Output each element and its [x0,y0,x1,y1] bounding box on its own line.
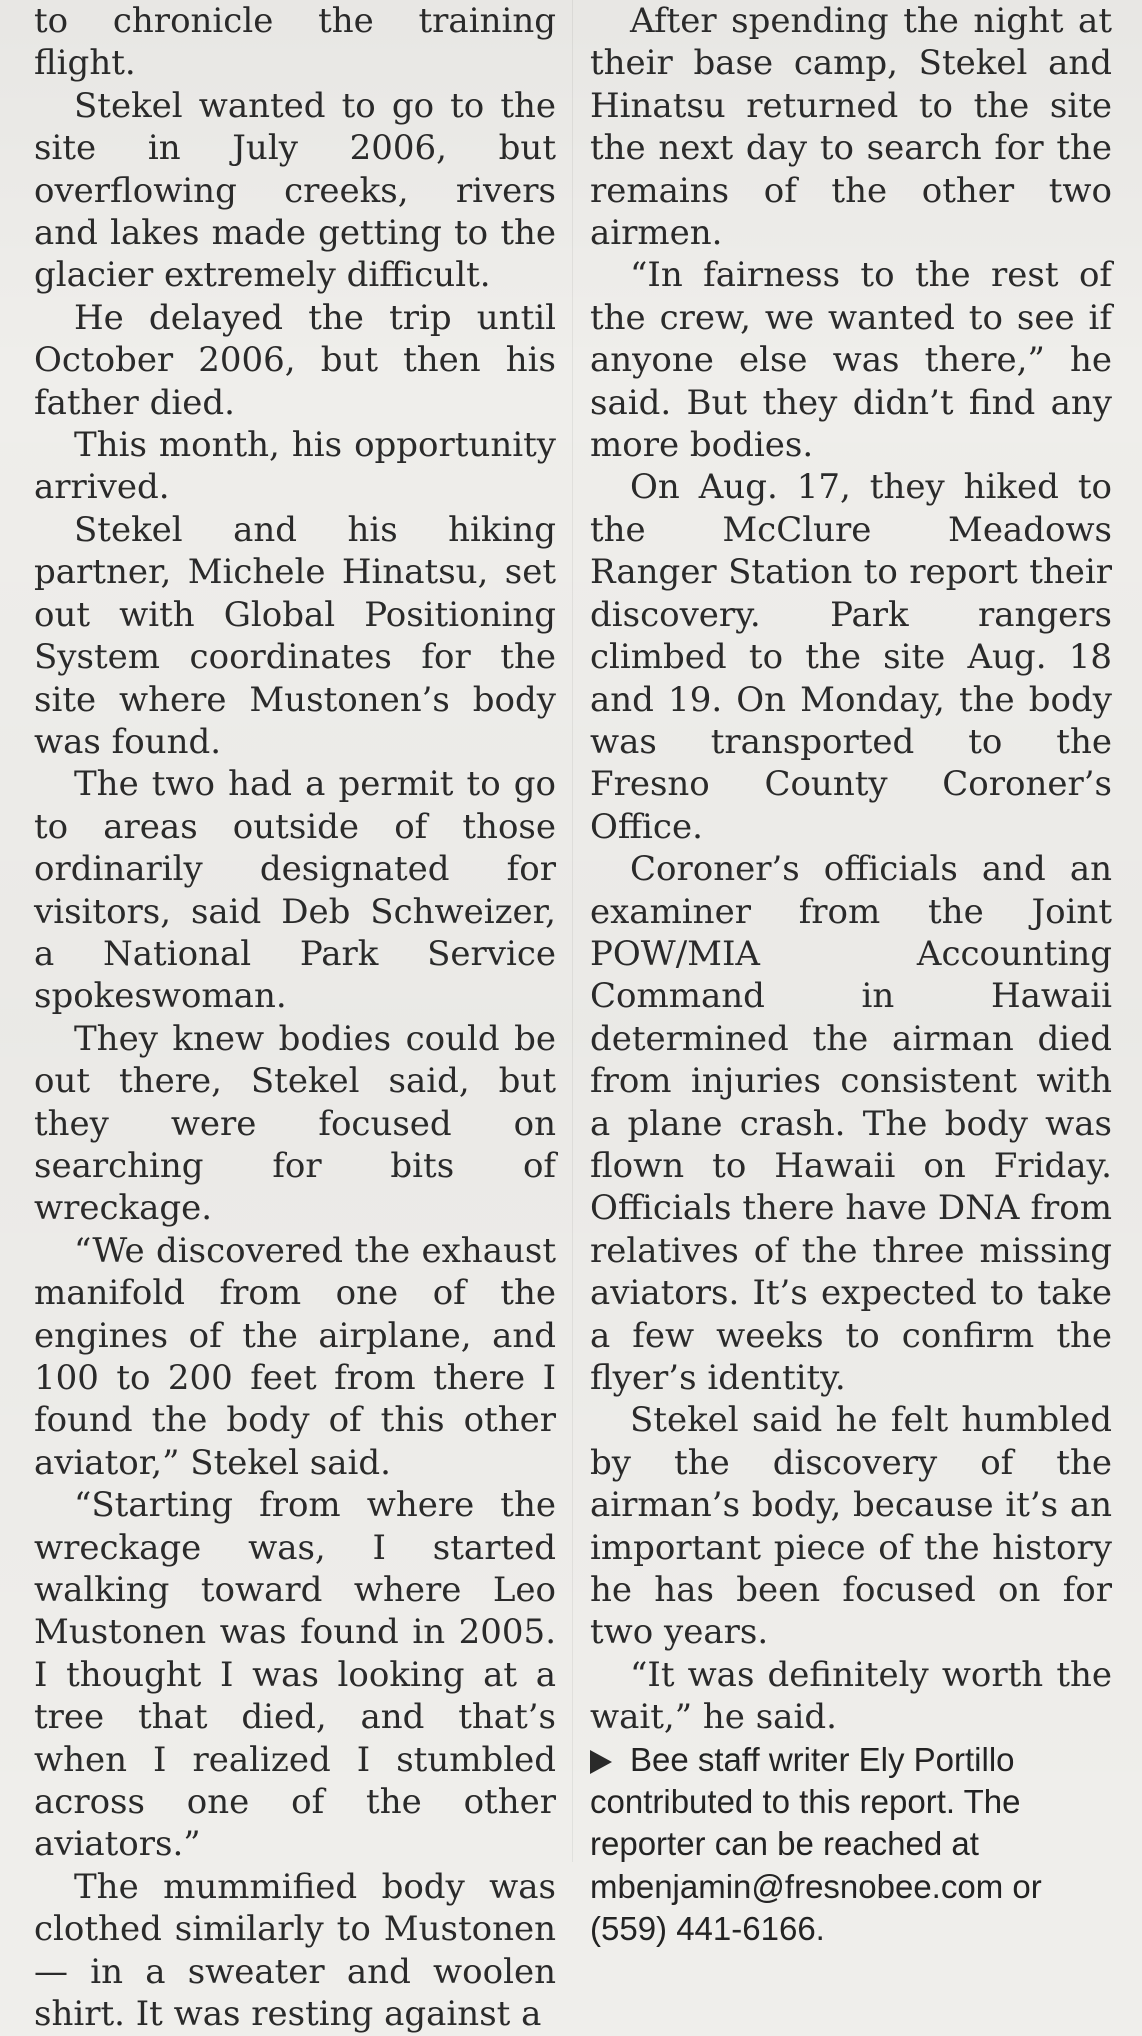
paragraph: The mummified body was clothed similarly to Mustonen — in a sweater and woolen shirt. It was resting against a [34,1866,556,2035]
paragraph: This month, his opportunity arrived. [34,425,556,508]
paragraph: “It was definitely worth the wait,” he said. [590,1654,1112,1738]
author-tagline [590,1739,1112,1951]
paragraph: He delayed the trip until October 2006, but then his father died. [34,297,556,423]
play-arrow-icon [590,1750,612,1774]
column-divider [572,0,573,1862]
paragraph: Stekel wanted to go to the site in July 2006, but overflowing creeks, rivers and lakes made getting to the glacier extremely difficult. [34,85,556,296]
paragraph: On Aug. 17, they hiked to the McClure Meadows Ranger Station to report their discovery. Park rangers climbed to the site Aug. 18 and 19. On Monday, the body was transported to the Fresno County Coroner’s Office. [590,467,1112,847]
paragraph: Coroner’s officials and an examiner from the Joint POW/MIA Accounting Command in Hawaii determined the airman died from injuries consistent with a plane crash. The body was flown to Hawaii on Friday. Officials there have DNA from relatives of the three missing aviators. It’s expected to take a few weeks to confirm the flyer’s identity. [590,849,1112,1398]
paragraph: to chronicle the training flight. [34,1,556,84]
article-left-column [34,0,556,2036]
paragraph: “We discovered the exhaust manifold from one of the engines of the airplane, and 100 to 200 feet from there I found the body of this other aviator,” Stekel said. [34,1230,556,1483]
paragraph: “Starting from where the wreckage was, I started walking toward where Leo Mustonen was found in 2005. I thought I was looking at a tree that died, and that’s when I realized I stumbled across one of the other aviators.” [34,1485,556,1865]
article-right-column [590,0,1112,1951]
paragraph: “In fairness to the rest of the crew, we wanted to see if anyone else was there,” he said. But they didn’t find any more bodies. [590,255,1112,466]
paragraph: The two had a permit to go to areas outside of those ordinarily designated for visitors, said Deb Schweizer, a National Park Service spokeswoman. [34,764,556,1017]
paragraph: Stekel and his hiking partner, Michele Hinatsu, set out with Global Positioning System coordinates for the site where Mustonen’s body was found. [34,509,556,762]
paragraph: After spending the night at their base camp, Stekel and Hinatsu returned to the site the next day to search for the remains of the other two airmen. [590,1,1112,254]
paragraph: They knew bodies could be out there, Stekel said, but they were focused on searching for bits of wreckage. [34,1018,556,1229]
tagline-text: Bee staff writer Ely Portillo contributed to this report. The reporter can be reached at mbenjamin@fresnobee.com or (559) 441-6166. [590,1740,1042,1948]
paragraph: Stekel said he felt humbled by the discovery of the airman’s body, because it’s an important piece of the history he has been focused on for two years. [590,1400,1112,1653]
